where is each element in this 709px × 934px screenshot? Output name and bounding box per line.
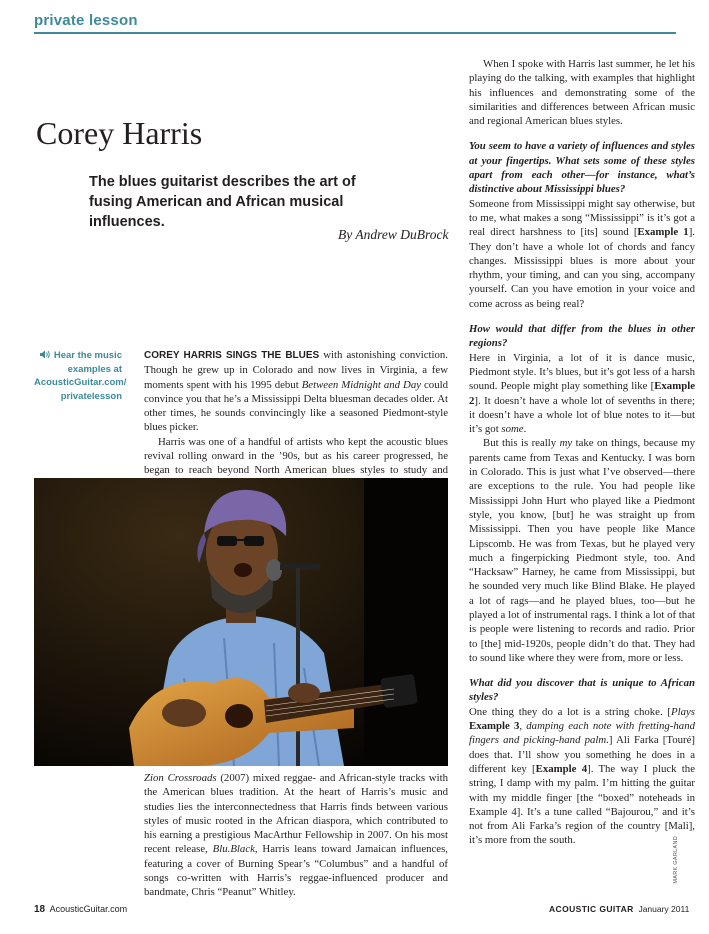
album-title: Blu.Black (212, 843, 255, 856)
answer-text-run: ]. It doesn’t have a whole lot of sevenths in there; it doesn’t have a whole lot of blue notes to it—but it’s got (469, 394, 695, 436)
photo-credit: MARK GARLAND (673, 836, 679, 884)
intro-text-run: Harris was one of a handful of artists who kept the acoustic blues revival rolling onward in the ’90s, but as his career progressed, he began to reach beyond North American blues styles to study and (144, 435, 448, 477)
interview-answer (469, 197, 695, 311)
footer-left (34, 904, 127, 915)
article-title: Corey Harris (36, 115, 203, 151)
interview-column (469, 57, 695, 848)
lead-in: COREY HARRIS SINGS THE BLUES (144, 350, 320, 361)
column-paragraph: When I spoke with Harris last summer, he let his playing do the talking, with examples that highlight his influences and demonstrating some of the similarities and differences between African music and regional American blues styles. (469, 58, 695, 128)
emphasis: Plays (671, 705, 695, 718)
article-deck: The blues guitarist describes the art of fusing American and African musical influences. (89, 174, 356, 230)
answer-text-run: Here in Virginia, a lot of it is dance music, Piedmont style. It’s blues, but it’s got less of a harsh sound. People might play something like [ (469, 351, 695, 393)
interview-question: How would that differ from the blues in other regions? (469, 323, 695, 350)
interview-answer (469, 351, 695, 437)
intro-text-run: with astonishing conviction. Though he grew up in Colorado and now lives in Virginia, a few moments spent with his 1995 debut (144, 349, 448, 391)
answer-text-run: take on things, because my parents came from Texas and Kentucky. I was born in Colorado. This is just what I’ve observed—there are exceptions to the rule. You had people like Mississippi John Hurt who played like a Piedmont style, you know, [but] he was straight up from Mississippi. Then you have people like Mance Lipscomb. He was from Texas, but he played very much a fingerpicking Piedmont style, too. And “Hacksaw” Harney, he came from Mississippi, but he sounded very much like Blind Blake. He played a lot of rags—and he played blues, too—but he played a lot of instrumental rags. I think a lot of that is people were listening to records and radio. Prior to [the] mid-1920s, people didn’t do that. They had to sound like where they were from, more or less. (469, 437, 695, 664)
continued-paragraph (144, 771, 448, 900)
artist-photo (34, 478, 448, 766)
interview-answer (469, 436, 695, 665)
photo-illustration (34, 478, 448, 766)
album-title: Between Midnight and Day (301, 378, 422, 391)
body-text-run: , Harris leans toward Jamaican influences, featuring a cover of Burning Spear’s “Columbus” and a handful of songs co-written with Harris’s reggae-influenced producer and bandmate, Chris “Peanut” Whitley. (144, 843, 449, 899)
issue-date: January 2011 (638, 904, 690, 914)
answer-text-run: . (523, 423, 527, 436)
answer-text-run: But this is really (483, 437, 560, 450)
note-line-1: Hear the music (53, 350, 122, 361)
note-link[interactable]: AcousticGuitar.com/ (34, 377, 127, 388)
note-link-path[interactable]: privatelesson (60, 390, 122, 402)
answer-text-run: ]. They don’t have a whole lot of chords and fancy changes. Mississippi blues is more about your rhythm, your timing, and can you sing, accompany yourself. Can you have emotion in your voice and come across as being real? (469, 226, 695, 310)
footer-right (549, 904, 689, 914)
intro-text-run: could convince you that he’s a Mississippi Delta bluesman decades older. At other times, he sounds convincingly like a seasoned Piedmont-style blues picker. (144, 378, 448, 434)
answer-text-run: ]. The way I pluck the string, I damp with my palm. I’m hitting the guitar with my middle finger [the “boxed” noteheads in Example 4]. It’s a tune called “Bajourou,” and it’s not from Ali Farka’s region of the country [Mali], it’s more from the south. (469, 762, 695, 847)
speaker-icon (40, 350, 51, 359)
section-label: private lesson (34, 12, 138, 29)
interview-answer (469, 705, 695, 848)
header-rule (34, 32, 676, 34)
body-text-continued (144, 771, 448, 900)
interview-question: You seem to have a variety of influences and styles at your fingertips. What sets some of these styles apart from each other—for instance, what’s distinctive about Mississippi blues? (469, 140, 695, 196)
emphasis: some (501, 423, 524, 436)
footer-site: AcousticGuitar.com (49, 904, 128, 914)
emphasis: , damping each note with fretting-hand fingers and picking-hand palm. (469, 720, 695, 747)
magazine-name: ACOUSTIC GUITAR (549, 904, 634, 914)
answer-text-run: ] Ali Farka [Touré] does that. I’ll show you something he does in a different key [ (469, 734, 695, 775)
example-ref: Example 1 (637, 226, 689, 239)
audio-examples-note[interactable] (34, 349, 127, 403)
intro-paragraph-1 (144, 348, 448, 435)
interview-question: What did you discover that is unique to African styles? (469, 677, 695, 704)
example-ref: Example 3 (469, 720, 520, 733)
byline: By Andrew DuBrock (338, 227, 449, 242)
album-title: Zion Crossroads (144, 772, 217, 784)
emphasis: my (559, 437, 573, 450)
example-ref: Example 4 (535, 762, 588, 775)
note-line-2: examples at (67, 363, 122, 375)
body-text-run: (2007) mixed reggae- and African-style tracks with the American blues tradition. At the heart of Harris’s music and studies lies the interconnectedness that Harris finds between various styles of music rooted in the African diaspora, which contributed to his earning a prestigious MacArthur Fellowship in 2007. On his most recent release, (144, 772, 448, 856)
page-number: 18 (34, 904, 46, 915)
example-ref: Example 2 (469, 380, 695, 407)
answer-text-run: One thing they do a lot is a string choke. [ (469, 705, 671, 718)
answer-text-run: Someone from Mississippi might say otherwise, but to me, what makes a song “Mississippi” is it’s got a real direct harshness to [its] sound [ (469, 197, 695, 239)
